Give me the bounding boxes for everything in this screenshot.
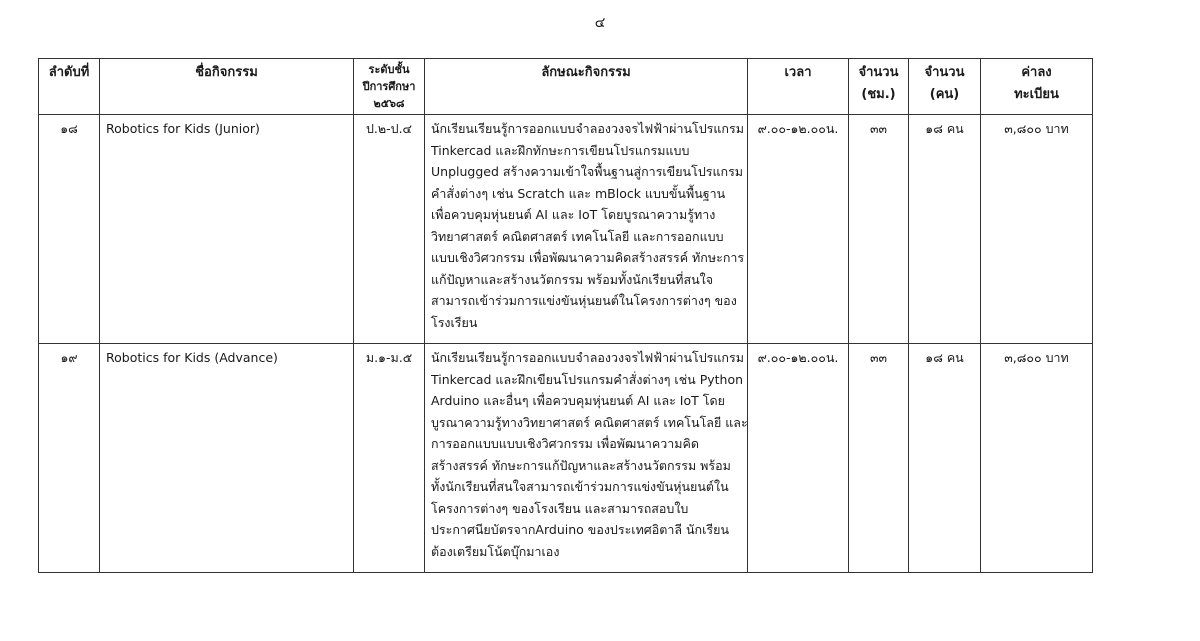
description-line: แบบเชิงวิศวกรรม เพื่อพัฒนาความคิดสร้างสรรค์ ทักษะการ bbox=[431, 250, 745, 265]
description-line: นักเรียนเรียนรู้การออกแบบจำลองวงจรไฟฟ้าผ่านโปรแกรม bbox=[431, 121, 744, 136]
description-line: โรงเรียน bbox=[431, 314, 478, 330]
header-people bbox=[909, 59, 981, 115]
row-level: ป.๒-ป.๔ bbox=[354, 115, 425, 344]
header-level-line1: ระดับชั้น bbox=[368, 63, 410, 76]
description-line: สามารถเข้าร่วมการแข่งขันหุ่นยนต์ในโครงการต่างๆ ของ bbox=[431, 293, 737, 308]
description-line: แก้ปัญหาและสร้างนวัตกรรม พร้อมทั้งนักเรียนที่สนใจ bbox=[431, 271, 714, 287]
row-hours: ๓๓ bbox=[849, 115, 909, 344]
row-fee: ๓,๘๐๐ บาท bbox=[981, 115, 1093, 344]
description-line: วิทยาศาสตร์ คณิตศาสตร์ เทคโนโลยี และการออกแบบ bbox=[431, 228, 724, 244]
description-line: ต้องเตรียมโน้ตบุ๊กมาเอง bbox=[431, 543, 560, 559]
description-line: การออกแบบแบบเชิงวิศวกรรม เพื่อพัฒนาความคิด bbox=[431, 436, 700, 451]
row-hours: ๓๓ bbox=[849, 344, 909, 573]
header-fee-line1: ค่าลง bbox=[1021, 65, 1052, 80]
row-order: ๑๙ bbox=[39, 344, 100, 573]
description-line: Tinkercad และฝึกทักษะการเขียนโปรแกรมแบบ bbox=[431, 142, 690, 158]
row-people: ๑๘ คน bbox=[909, 115, 981, 344]
row-people: ๑๘ คน bbox=[909, 344, 981, 573]
row-description bbox=[425, 344, 748, 573]
table-row bbox=[39, 115, 1093, 344]
row-order: ๑๘ bbox=[39, 115, 100, 344]
header-fee bbox=[981, 59, 1093, 115]
row-level: ม.๑-ม.๕ bbox=[354, 344, 425, 573]
description-line: โครงการต่างๆ ของโรงเรียน และสามารถสอบใบ bbox=[431, 500, 689, 516]
description-line: ทั้งนักเรียนที่สนใจสามารถเข้าร่วมการแข่งขันหุ่นยนต์ใน bbox=[431, 479, 729, 494]
header-people-line1: จำนวน bbox=[924, 65, 965, 80]
description-line: ประกาศนียบัตรจากArduino ของประเทศอิตาลี นักเรียน bbox=[431, 522, 729, 537]
row-fee: ๓,๘๐๐ บาท bbox=[981, 344, 1093, 573]
row-time: ๙.๐๐-๑๒.๐๐น. bbox=[748, 344, 849, 573]
description-line: Tinkercad และฝึกเขียนโปรแกรมคำสั่งต่างๆ เช่น Python bbox=[431, 371, 744, 387]
header-order: ลำดับที่ bbox=[39, 59, 100, 115]
description-line: Arduino และอื่นๆ เพื่อควบคุมหุ่นยนต์ AI และ IoT โดย bbox=[431, 393, 725, 408]
header-row bbox=[39, 59, 1093, 115]
row-time: ๙.๐๐-๑๒.๐๐น. bbox=[748, 115, 849, 344]
header-people-line2: (คน) bbox=[929, 87, 960, 102]
row-activity-name: Robotics for Kids (Advance) bbox=[100, 344, 354, 573]
page-number: ๔ bbox=[594, 15, 606, 31]
description-line: คำสั่งต่างๆ เช่น Scratch และ mBlock แบบขั้นพื้นฐาน bbox=[431, 185, 726, 201]
header-hours-line2: (ชม.) bbox=[861, 87, 896, 102]
header-hours bbox=[849, 59, 909, 115]
header-fee-line2: ทะเบียน bbox=[1014, 87, 1059, 102]
header-activity-name: ชื่อกิจกรรม bbox=[100, 59, 354, 115]
table-row bbox=[39, 344, 1093, 573]
header-description: ลักษณะกิจกรรม bbox=[425, 59, 748, 115]
header-time: เวลา bbox=[748, 59, 849, 115]
activity-table bbox=[38, 58, 1093, 573]
row-activity-name: Robotics for Kids (Junior) bbox=[100, 115, 354, 344]
description-line: นักเรียนเรียนรู้การออกแบบจำลองวงจรไฟฟ้าผ่านโปรแกรม bbox=[431, 350, 744, 365]
description-line: Unplugged สร้างความเข้าใจพื้นฐานสู่การเขียนโปรแกรม bbox=[431, 164, 744, 179]
header-level-line2: ปีการศึกษา bbox=[362, 80, 416, 93]
header-level-line3: ๒๕๖๘ bbox=[373, 97, 405, 110]
header-hours-line1: จำนวน bbox=[858, 65, 899, 80]
description-line: บูรณาความรู้ทางวิทยาศาสตร์ คณิตศาสตร์ เทคโนโลยี และ bbox=[431, 414, 748, 430]
description-line: เพื่อควบคุมหุ่นยนต์ AI และ IoT โดยบูรณาความรู้ทาง bbox=[431, 207, 716, 222]
header-level bbox=[354, 59, 425, 115]
row-description bbox=[425, 115, 748, 344]
description-line: สร้างสรรค์ ทักษะการแก้ปัญหาและสร้างนวัตกรรม พร้อม bbox=[431, 457, 731, 473]
